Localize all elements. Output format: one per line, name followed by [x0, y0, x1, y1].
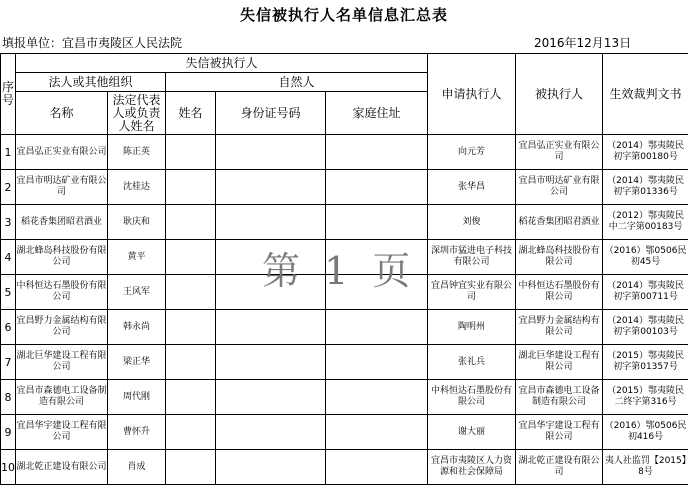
judgment-document: （2014）鄂夷陵民初字第00180号 [603, 135, 688, 170]
representative-name: 黄平 [108, 240, 166, 275]
representative-name: 曹怀升 [108, 415, 166, 450]
entity-name: 稻花香集团昭君酒业 [16, 205, 108, 240]
row-number: 7 [1, 345, 16, 380]
id-number [216, 135, 326, 170]
row-number: 6 [1, 310, 16, 345]
home-address [326, 415, 428, 450]
person-name [166, 415, 216, 450]
id-number [216, 275, 326, 310]
row-number: 3 [1, 205, 16, 240]
id-number [216, 450, 326, 485]
id-number [216, 170, 326, 205]
person-name [166, 380, 216, 415]
row-number: 10 [1, 450, 16, 485]
defaulter-table [0, 53, 688, 485]
executed-party: 宜昌市森德电工设备制造有限公司 [516, 380, 603, 415]
header-executed: 被执行人 [516, 54, 603, 135]
table-row [1, 135, 688, 170]
judgment-document: （2015）鄂夷陵民二终字第316号 [603, 380, 688, 415]
entity-name: 宜昌市明达矿业有限公司 [16, 170, 108, 205]
executed-party: 宜昌华宇建设工程有限公司 [516, 415, 603, 450]
judgment-document: （2015）鄂夷陵民初字第01357号 [603, 345, 688, 380]
home-address [326, 310, 428, 345]
applicant-name: 陶明州 [428, 310, 516, 345]
judgment-document: （2014）鄂夷陵民初字第00103号 [603, 310, 688, 345]
table-row [1, 345, 688, 380]
home-address [326, 170, 428, 205]
applicant-name: 宜昌钟宜实业有限公司 [428, 275, 516, 310]
entity-name: 湖北乾正建设有限公司 [16, 450, 108, 485]
judgment-document: （2014）鄂夷陵民初字第00711号 [603, 275, 688, 310]
row-number: 1 [1, 135, 16, 170]
executed-party: 宜昌市明达矿业有限公司 [516, 170, 603, 205]
executed-party: 湖北乾正建设有限公司 [516, 450, 603, 485]
row-number: 4 [1, 240, 16, 275]
representative-name: 韩永尚 [108, 310, 166, 345]
home-address [326, 345, 428, 380]
person-name [166, 450, 216, 485]
person-name [166, 275, 216, 310]
representative-name: 耿庆和 [108, 205, 166, 240]
home-address [326, 240, 428, 275]
table-row [1, 170, 688, 205]
judgment-document: （2012）鄂夷陵民中二字第00183号 [603, 205, 688, 240]
header-name: 名称 [16, 92, 108, 135]
entity-name: 宜昌华宇建设工程有限公司 [16, 415, 108, 450]
id-number [216, 415, 326, 450]
executed-party: 宜昌野力金属结构有限公司 [516, 310, 603, 345]
applicant-name: 谢大丽 [428, 415, 516, 450]
row-number: 8 [1, 380, 16, 415]
header-legal-entity: 法人或其他组织 [16, 73, 166, 92]
table-row [1, 450, 688, 485]
home-address [326, 275, 428, 310]
judgment-document: 夷人社监罚【2015】8号 [603, 450, 688, 485]
header-seq: 序号 [1, 54, 16, 135]
judgment-document: （2016）鄂0506民初45号 [603, 240, 688, 275]
representative-name: 梁正华 [108, 345, 166, 380]
applicant-name: 张礼兵 [428, 345, 516, 380]
header-person-name: 姓名 [166, 92, 216, 135]
home-address [326, 380, 428, 415]
table-row [1, 275, 688, 310]
header-representative: 法定代表人或负责人姓名 [108, 92, 166, 135]
id-number [216, 310, 326, 345]
judgment-document: （2016）鄂0506民初416号 [603, 415, 688, 450]
header-natural-person: 自然人 [166, 73, 428, 92]
representative-name: 肖成 [108, 450, 166, 485]
person-name [166, 345, 216, 380]
id-number [216, 345, 326, 380]
table-row [1, 415, 688, 450]
executed-party: 湖北蜂岛科技股份有限公司 [516, 240, 603, 275]
row-number: 5 [1, 275, 16, 310]
representative-name: 陈正英 [108, 135, 166, 170]
entity-name: 湖北蜂岛科技股份有限公司 [16, 240, 108, 275]
representative-name: 王风军 [108, 275, 166, 310]
executed-party: 湖北巨华建设工程有限公司 [516, 345, 603, 380]
header-defaulter-group: 失信被执行人 [16, 54, 428, 73]
person-name [166, 310, 216, 345]
entity-name: 宜昌市森德电工设备制造有限公司 [16, 380, 108, 415]
person-name [166, 170, 216, 205]
table-row [1, 240, 688, 275]
applicant-name: 宜昌市夷陵区人力资源和社会保障局 [428, 450, 516, 485]
entity-name: 宜昌弘正实业有限公司 [16, 135, 108, 170]
entity-name: 宜昌野力金属结构有限公司 [16, 310, 108, 345]
representative-name: 周代刚 [108, 380, 166, 415]
entity-name: 中科恒达石墨股份有限公司 [16, 275, 108, 310]
page-title: 失信被执行人名单信息汇总表 [239, 6, 448, 24]
applicant-name: 深圳市猛进电子科技有限公司 [428, 240, 516, 275]
id-number [216, 205, 326, 240]
executed-party: 稻花香集团昭君酒业 [516, 205, 603, 240]
applicant-name: 刘俊 [428, 205, 516, 240]
row-number: 9 [1, 415, 16, 450]
executed-party: 中科恒达石墨股份有限公司 [516, 275, 603, 310]
table-row [1, 310, 688, 345]
person-name [166, 240, 216, 275]
person-name [166, 135, 216, 170]
applicant-name: 张华昌 [428, 170, 516, 205]
row-number: 2 [1, 170, 16, 205]
entity-name: 湖北巨华建设工程有限公司 [16, 345, 108, 380]
id-number [216, 380, 326, 415]
home-address [326, 450, 428, 485]
report-date: 2016年12月13日 [534, 36, 632, 50]
page-watermark: 第 1 页 [262, 249, 417, 293]
representative-name: 沈桂达 [108, 170, 166, 205]
header-address: 家庭住址 [326, 92, 428, 135]
header-id-number: 身份证号码 [216, 92, 326, 135]
person-name [166, 205, 216, 240]
applicant-name: 向元芳 [428, 135, 516, 170]
applicant-name: 中科恒达石墨股份有限公司 [428, 380, 516, 415]
home-address [326, 135, 428, 170]
home-address [326, 205, 428, 240]
table-row [1, 380, 688, 415]
header-applicant: 申请执行人 [428, 54, 516, 135]
reporting-unit: 填报单位：宜昌市夷陵区人民法院 [2, 36, 183, 50]
id-number [216, 240, 326, 275]
table-row [1, 205, 688, 240]
executed-party: 宜昌弘正实业有限公司 [516, 135, 603, 170]
judgment-document: （2014）鄂夷陵民初字第01336号 [603, 170, 688, 205]
header-judgment: 生效裁判文书 [603, 54, 688, 135]
